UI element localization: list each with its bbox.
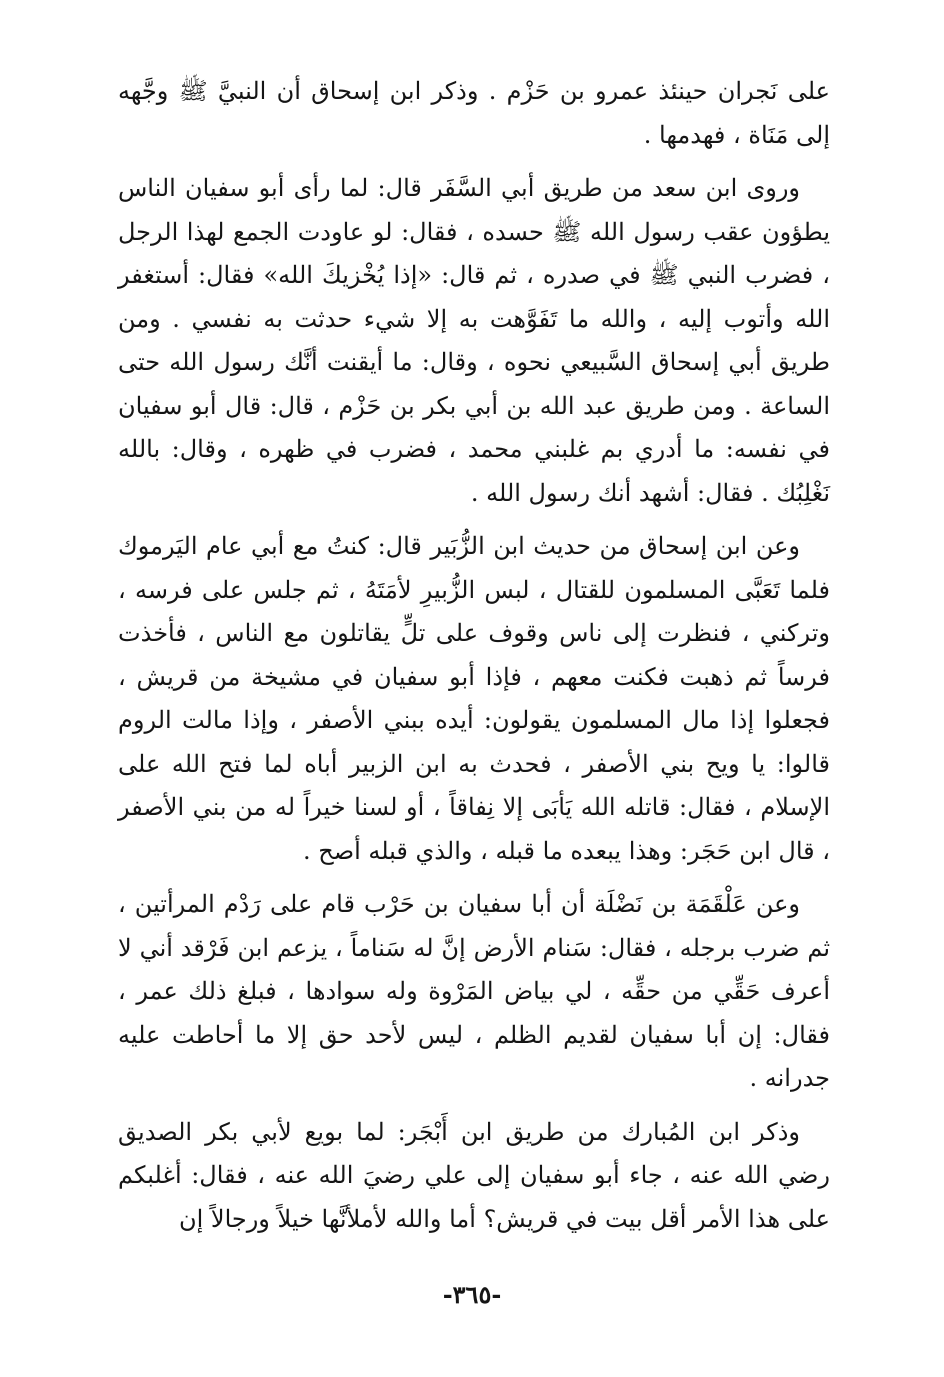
paragraph-5: وذكر ابن المُبارك من طريق ابن أَبْجَر: لما بويع لأبي بكر الصديق رضي الله عنه ، جاء أبو سفيان إلى علي رضيَ الله عنه ، فقال: أغلبكم على هذا الأمر أقل بيت في قريش؟ أما والله لأملأنَّها خيلاً ورجالاً إن xyxy=(118,1117,830,1233)
paragraph-4: وعن عَلْقَمَة بن نَضْلَة أن أبا سفيان بن حَرْب قام على رَدْم المرأتين ، ثم ضرب برجله ، فقال: سَنام الأرض إنَّ له سَناماً ، يزعم ابن فَرْقد أني لا أعرف حَقِّي من حقِّه ، لي بياض المَرْوة وله سوادها ، فبلغ ذلك عمر ، فقال: إن أبا سفيان لقديم الظلم ، ليس لأحد حق إلا ما أحاطت عليه جدرانه . xyxy=(118,890,830,1092)
paragraph-3: وعن ابن إسحاق من حديث ابن الزُّبَير قال: كنتُ مع أبي عام اليَرموك فلما تَعَبَّى المسلمون للقتال ، لبس الزُّبيرِ لأمَتَهُ ، ثم جلس على فرسه ، وتركني ، فنظرت إلى ناس وقوف على تلٍّ يقاتلون مع الناس ، فأخذت فرساً ثم ذهبت فكنت معهم ، فإذا أبو سفيان في مشيخة من قريش ، فجعلوا إذا مال المسلمون يقولون: أيده ببني الأصفر ، وإذا مالت الروم قالوا: يا ويح بني الأصفر ، فحدث به ابن الزبير أباه لما فتح الله على الإسلام ، فقال: قاتله الله يَأبَى إلا نِفاقاً ، أو لسنا خيراً له من بني الأصفر ، قال ابن حَجَر: وهذا يبعده ما قبله ، والذي قبله أصح . xyxy=(118,532,831,865)
page-number: -٣٦٥- xyxy=(442,1280,502,1309)
paragraph-2: وروى ابن سعد من طريق أبي السَّفَر قال: لما رأى أبو سفيان الناس يطؤون عقب رسول الله ﷺ حسده ، فقال: لو عاودت الجمع لهذا الرجل ، فضرب النبي ﷺ في صدره ، ثم قال: «إذا يُخْزيكَ الله» فقال: أستغفر الله وأتوب إليه ، والله ما تَفَوَّهت به إلا شيء حدثت به نفسي . ومن طريق أبي إسحاق السَّبيعي نحوه ، وقال: ما أيقنت أنَّك رسول الله حتى الساعة . ومن طريق عبد الله بن أبي بكر بن حَزْم ، قال: قال أبو سفيان في نفسه: ما أدري بم غلبني محمد ، فضرب في ظهره ، وقال: بالله نَغْلِبُك . فقال: أشهد أنك رسول الله . xyxy=(118,174,830,507)
paragraph-1: على نَجران حينئذ عمرو بن حَزْم . وذكر ابن إسحاق أن النبيَّ ﷺ وجَّهه إلى مَنَاة ، فهدمها . xyxy=(118,77,830,149)
page-body xyxy=(118,70,830,1251)
